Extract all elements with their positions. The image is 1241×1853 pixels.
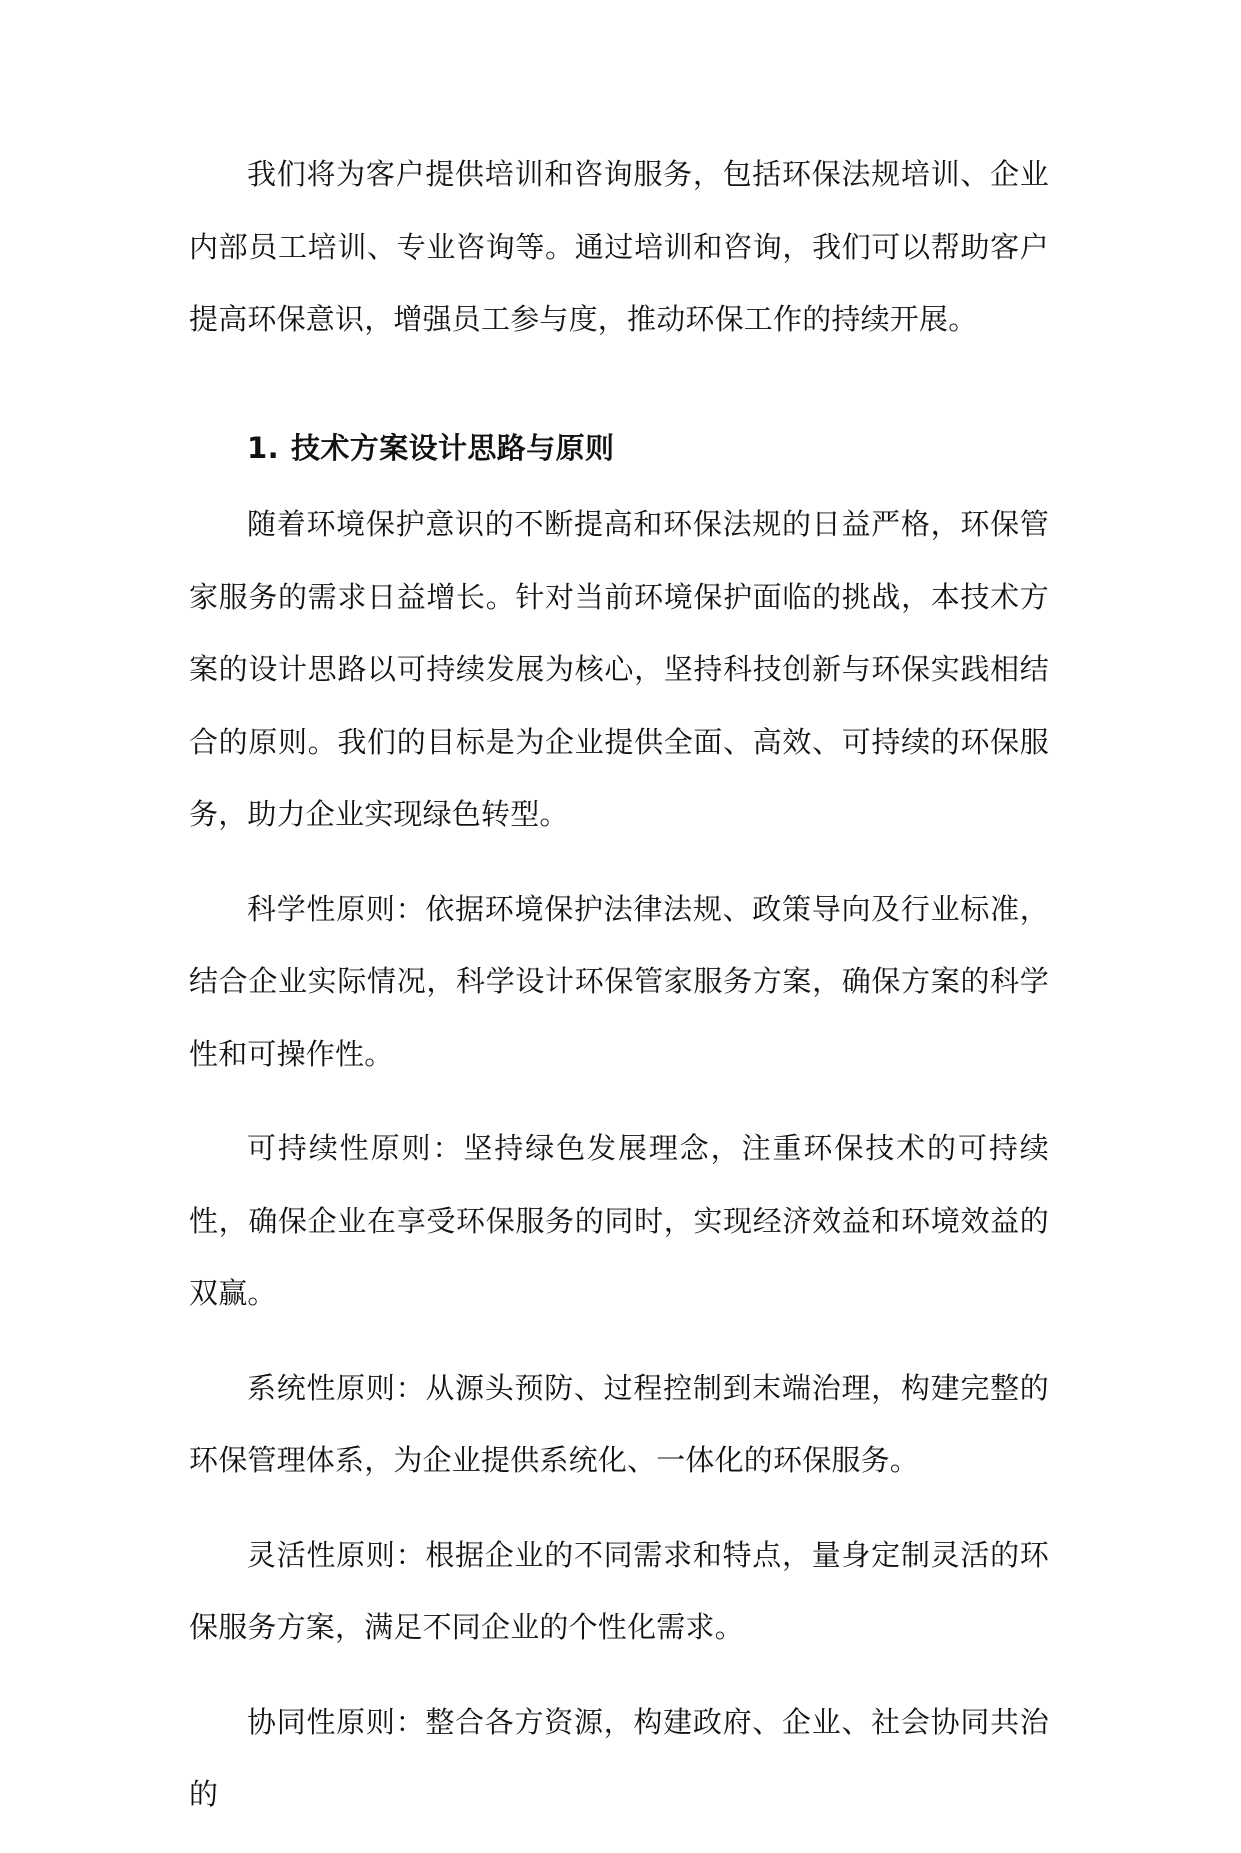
principle-synergy: 协同性原则：整合各方资源，构建政府、企业、社会协同共治的 (189, 1704, 1049, 1811)
section-heading (189, 378, 1049, 485)
principle-scientific: 科学性原则：依据环境保护法律法规、政策导向及行业标准，结合企业实际情况，科学设计环保管家服务方案，确保方案的科学性和可操作性。 (189, 891, 1049, 1071)
principle-systematic: 系统性原则：从源头预防、过程控制到末端治理，构建完整的环保管理体系，为企业提供系统化、一体化的环保服务。 (189, 1370, 1049, 1477)
principle-sustainability: 可持续性原则：坚持绿色发展理念，注重环保技术的可持续性，确保企业在享受环保服务的同时，实现经济效益和环境效益的双赢。 (189, 1131, 1049, 1310)
principle-flexibility: 灵活性原则：根据企业的不同需求和特点，量身定制灵活的环保服务方案，满足不同企业的个性化需求。 (189, 1537, 1049, 1644)
section-title: 技术方案设计思路与原则 (291, 430, 615, 465)
design-rationale-paragraph: 随着环境保护意识的不断提高和环保法规的日益严格，环保管家服务的需求日益增长。针对当前环境保护面临的挑战，本技术方案的设计思路以可持续发展为核心，坚持科技创新与环保实践相结合的原则。我们的目标是为企业提供全面、高效、可持续的环保服务，助力企业实现绿色转型。 (189, 507, 1049, 831)
document-body (189, 138, 1049, 1853)
section-number: 1. (247, 430, 279, 465)
intro-paragraph: 我们将为客户提供培训和咨询服务，包括环保法规培训、企业内部员工培训、专业咨询等。通过培训和咨询，我们可以帮助客户提高环保意识，增强员工参与度，推动环保工作的持续开展。 (189, 157, 1049, 336)
